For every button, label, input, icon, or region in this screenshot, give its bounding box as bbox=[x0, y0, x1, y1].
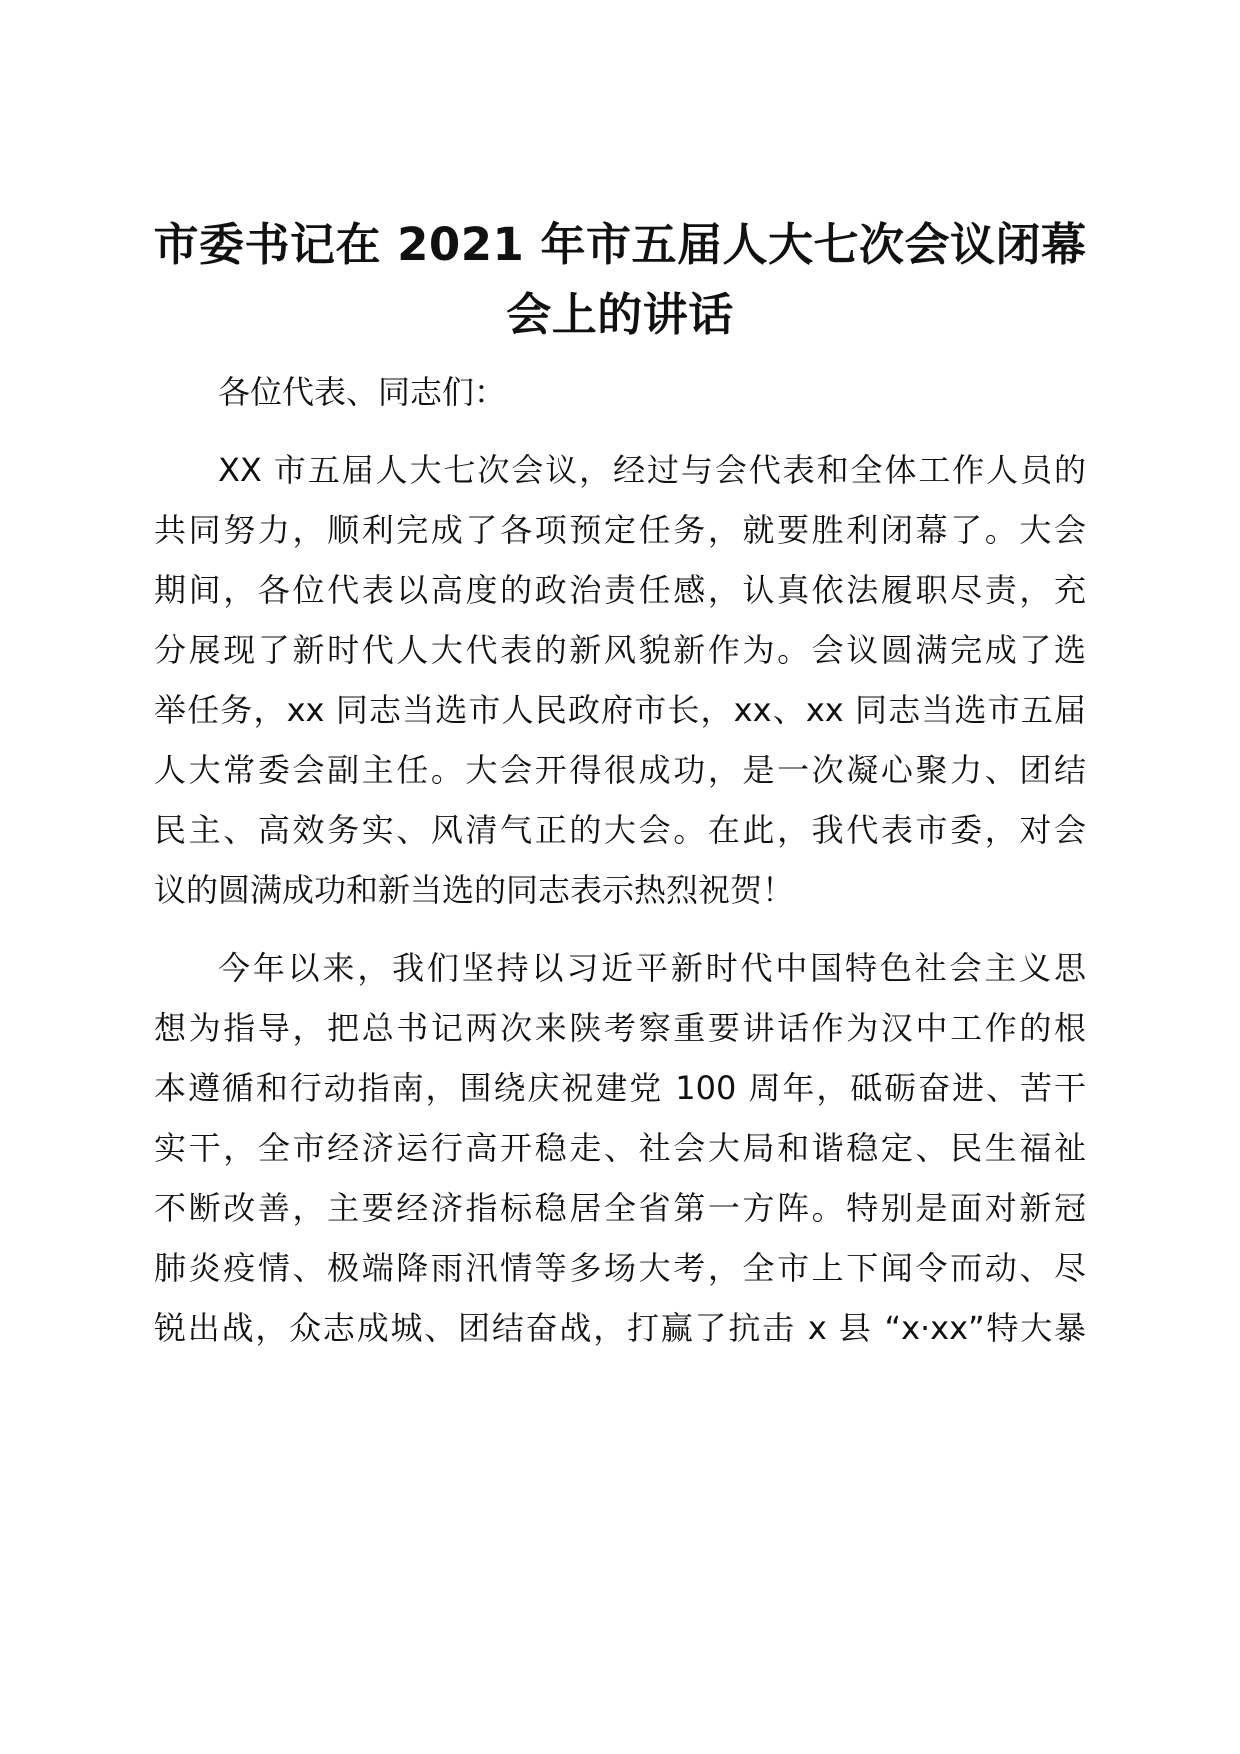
paragraph-2-line-7: 锐出战，众志成城、团结奋战，打赢了抗击 x 县 “x·xx”特大暴 bbox=[154, 1309, 1086, 1347]
paragraph-2-line-6: 肺炎疫情、极端降雨汛情等多场大考，全市上下闻令而动、尽 bbox=[154, 1249, 1086, 1287]
document-title-line-1: 市委书记在 2021 年市五届人大七次会议闭幕 bbox=[153, 218, 1087, 271]
paragraph-1-line-5: 举任务，xx 同志当选市人民政府市长，xx、xx 同志当选市五届 bbox=[154, 691, 1086, 729]
paragraph-2-line-4: 实干，全市经济运行高开稳走、社会大局和谐稳定、民生福祉 bbox=[154, 1129, 1086, 1167]
paragraph-1-line-4: 分展现了新时代人大代表的新风貌新作为。会议圆满完成了选 bbox=[154, 631, 1086, 669]
paragraph-1-line-8: 议的圆满成功和新当选的同志表示热烈祝贺！ bbox=[154, 871, 795, 909]
paragraph-1-line-7: 民主、高效务实、风清气正的大会。在此，我代表市委，对会 bbox=[154, 811, 1086, 849]
paragraph-1-line-3: 期间，各位代表以高度的政治责任感，认真依法履职尽责，充 bbox=[154, 571, 1086, 609]
paragraph-2-line-3: 本遵循和行动指南，围绕庆祝建党 100 周年，砥砺奋进、苦干 bbox=[154, 1069, 1086, 1107]
paragraph-2-line-1: 今年以来，我们坚持以习近平新时代中国特色社会主义思 bbox=[218, 949, 1086, 987]
paragraph-2-line-5: 不断改善，主要经济指标稳居全省第一方阵。特别是面对新冠 bbox=[154, 1189, 1086, 1227]
paragraph-1-line-2: 共同努力，顺利完成了各项预定任务，就要胜利闭幕了。大会 bbox=[154, 511, 1086, 549]
paragraph-2-line-2: 想为指导，把总书记两次来陕考察重要讲话作为汉中工作的根 bbox=[154, 1009, 1086, 1047]
salutation: 各位代表、同志们： bbox=[218, 373, 507, 411]
paragraph-1-line-1: XX 市五届人大七次会议，经过与会代表和全体工作人员的 bbox=[218, 451, 1086, 489]
paragraph-1-line-6: 人大常委会副主任。大会开得很成功，是一次凝心聚力、团结 bbox=[154, 751, 1086, 789]
document-title-line-2: 会上的讲话 bbox=[506, 288, 734, 341]
